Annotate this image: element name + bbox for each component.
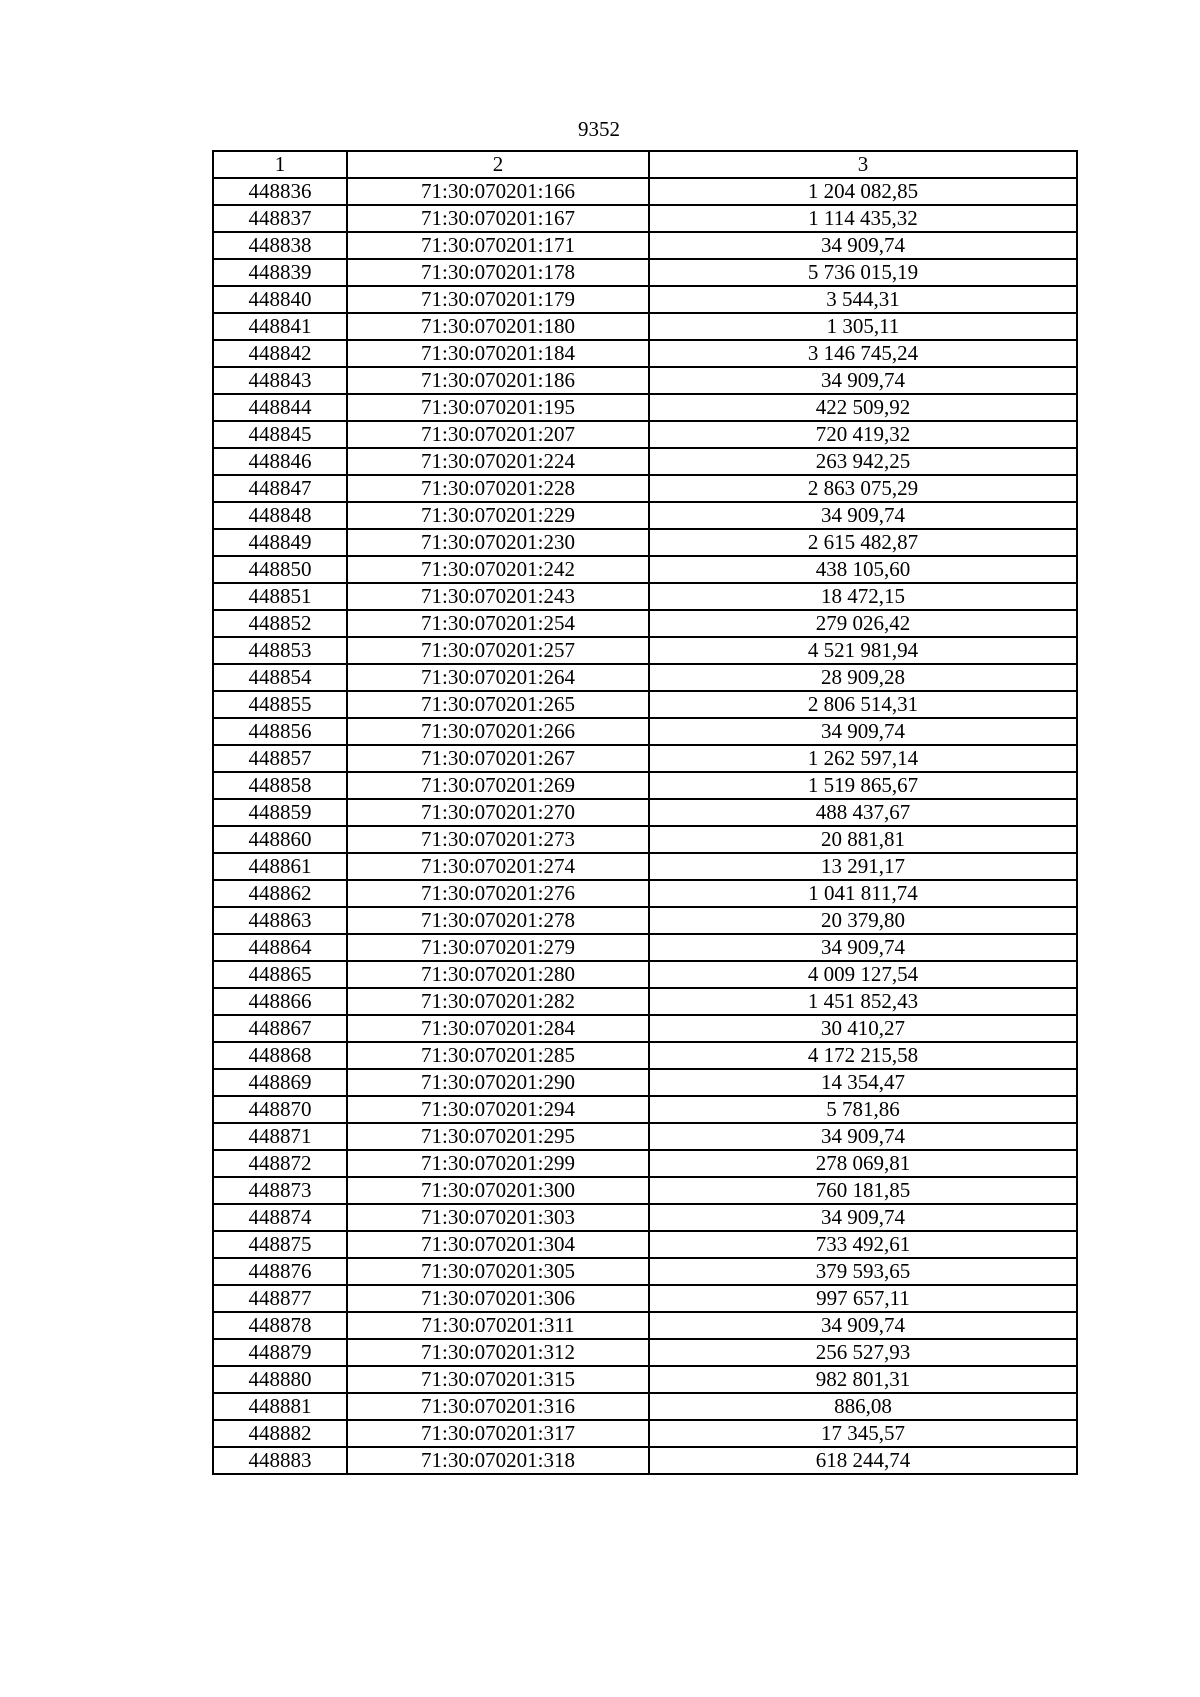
table-row xyxy=(213,1393,1077,1420)
cell-cadastral-id: 71:30:070201:166 xyxy=(347,178,649,205)
table-row xyxy=(213,1447,1077,1474)
cell-cadastral-id: 71:30:070201:279 xyxy=(347,934,649,961)
table-row xyxy=(213,1042,1077,1069)
cell-number: 448860 xyxy=(213,826,347,853)
table-row xyxy=(213,799,1077,826)
cell-number: 448838 xyxy=(213,232,347,259)
cell-value: 34 909,74 xyxy=(649,367,1077,394)
cell-number: 448877 xyxy=(213,1285,347,1312)
cell-cadastral-id: 71:30:070201:284 xyxy=(347,1015,649,1042)
cell-cadastral-id: 71:30:070201:230 xyxy=(347,529,649,556)
cell-cadastral-id: 71:30:070201:318 xyxy=(347,1447,649,1474)
cell-number: 448845 xyxy=(213,421,347,448)
cell-cadastral-id: 71:30:070201:228 xyxy=(347,475,649,502)
cell-number: 448858 xyxy=(213,772,347,799)
table-row xyxy=(213,1312,1077,1339)
cell-number: 448869 xyxy=(213,1069,347,1096)
cell-value: 34 909,74 xyxy=(649,232,1077,259)
cell-number: 448856 xyxy=(213,718,347,745)
cell-value: 263 942,25 xyxy=(649,448,1077,475)
table-row xyxy=(213,961,1077,988)
cell-number: 448875 xyxy=(213,1231,347,1258)
cell-value: 34 909,74 xyxy=(649,502,1077,529)
cell-value: 30 410,27 xyxy=(649,1015,1077,1042)
cell-value: 14 354,47 xyxy=(649,1069,1077,1096)
cell-number: 448849 xyxy=(213,529,347,556)
cell-number: 448840 xyxy=(213,286,347,313)
cell-value: 278 069,81 xyxy=(649,1150,1077,1177)
table-row xyxy=(213,826,1077,853)
cell-value: 20 379,80 xyxy=(649,907,1077,934)
table-row xyxy=(213,988,1077,1015)
cell-cadastral-id: 71:30:070201:303 xyxy=(347,1204,649,1231)
cell-cadastral-id: 71:30:070201:285 xyxy=(347,1042,649,1069)
cell-value: 618 244,74 xyxy=(649,1447,1077,1474)
table-row xyxy=(213,610,1077,637)
header-col-2: 2 xyxy=(347,151,649,178)
table-row xyxy=(213,1204,1077,1231)
cell-value: 17 345,57 xyxy=(649,1420,1077,1447)
cell-cadastral-id: 71:30:070201:178 xyxy=(347,259,649,286)
table-row xyxy=(213,1285,1077,1312)
table-row xyxy=(213,502,1077,529)
cell-value: 28 909,28 xyxy=(649,664,1077,691)
table-row xyxy=(213,1123,1077,1150)
cell-value: 34 909,74 xyxy=(649,934,1077,961)
cell-cadastral-id: 71:30:070201:312 xyxy=(347,1339,649,1366)
cell-value: 1 204 082,85 xyxy=(649,178,1077,205)
table-row xyxy=(213,556,1077,583)
table-row xyxy=(213,907,1077,934)
cell-cadastral-id: 71:30:070201:295 xyxy=(347,1123,649,1150)
table-row xyxy=(213,475,1077,502)
header-row xyxy=(213,151,1077,178)
cell-number: 448852 xyxy=(213,610,347,637)
cell-cadastral-id: 71:30:070201:294 xyxy=(347,1096,649,1123)
table-row xyxy=(213,583,1077,610)
cell-number: 448853 xyxy=(213,637,347,664)
cell-value: 982 801,31 xyxy=(649,1366,1077,1393)
cell-cadastral-id: 71:30:070201:207 xyxy=(347,421,649,448)
table-row xyxy=(213,1258,1077,1285)
table-row xyxy=(213,1420,1077,1447)
cell-number: 448865 xyxy=(213,961,347,988)
table-row xyxy=(213,394,1077,421)
table-row xyxy=(213,718,1077,745)
cell-value: 886,08 xyxy=(649,1393,1077,1420)
cell-number: 448842 xyxy=(213,340,347,367)
cell-cadastral-id: 71:30:070201:280 xyxy=(347,961,649,988)
cell-number: 448859 xyxy=(213,799,347,826)
cell-cadastral-id: 71:30:070201:274 xyxy=(347,853,649,880)
cell-cadastral-id: 71:30:070201:315 xyxy=(347,1366,649,1393)
table-row xyxy=(213,1096,1077,1123)
cell-value: 1 041 811,74 xyxy=(649,880,1077,907)
cell-cadastral-id: 71:30:070201:300 xyxy=(347,1177,649,1204)
cell-cadastral-id: 71:30:070201:316 xyxy=(347,1393,649,1420)
cell-value: 760 181,85 xyxy=(649,1177,1077,1204)
cell-number: 448844 xyxy=(213,394,347,421)
table-row xyxy=(213,1015,1077,1042)
cell-cadastral-id: 71:30:070201:290 xyxy=(347,1069,649,1096)
cell-number: 448850 xyxy=(213,556,347,583)
cell-value: 20 881,81 xyxy=(649,826,1077,853)
cell-cadastral-id: 71:30:070201:195 xyxy=(347,394,649,421)
cell-number: 448857 xyxy=(213,745,347,772)
table-row xyxy=(213,1177,1077,1204)
cell-value: 279 026,42 xyxy=(649,610,1077,637)
table-row xyxy=(213,1366,1077,1393)
cell-number: 448878 xyxy=(213,1312,347,1339)
cell-number: 448841 xyxy=(213,313,347,340)
cell-number: 448855 xyxy=(213,691,347,718)
cell-number: 448862 xyxy=(213,880,347,907)
cell-value: 422 509,92 xyxy=(649,394,1077,421)
table-row xyxy=(213,259,1077,286)
table-row xyxy=(213,529,1077,556)
cell-cadastral-id: 71:30:070201:266 xyxy=(347,718,649,745)
page-number-text: 9352 xyxy=(578,117,620,141)
cell-cadastral-id: 71:30:070201:254 xyxy=(347,610,649,637)
cell-cadastral-id: 71:30:070201:242 xyxy=(347,556,649,583)
cell-value: 4 172 215,58 xyxy=(649,1042,1077,1069)
header-col-3: 3 xyxy=(649,151,1077,178)
cell-value: 720 419,32 xyxy=(649,421,1077,448)
cell-value: 13 291,17 xyxy=(649,853,1077,880)
cell-cadastral-id: 71:30:070201:276 xyxy=(347,880,649,907)
cell-number: 448839 xyxy=(213,259,347,286)
cell-cadastral-id: 71:30:070201:180 xyxy=(347,313,649,340)
cell-number: 448882 xyxy=(213,1420,347,1447)
cell-cadastral-id: 71:30:070201:167 xyxy=(347,205,649,232)
cell-value: 488 437,67 xyxy=(649,799,1077,826)
cell-value: 34 909,74 xyxy=(649,1204,1077,1231)
cell-cadastral-id: 71:30:070201:184 xyxy=(347,340,649,367)
table-row xyxy=(213,205,1077,232)
cell-value: 5 781,86 xyxy=(649,1096,1077,1123)
cell-number: 448861 xyxy=(213,853,347,880)
table-row xyxy=(213,286,1077,313)
cell-value: 1 305,11 xyxy=(649,313,1077,340)
cell-cadastral-id: 71:30:070201:270 xyxy=(347,799,649,826)
cell-value: 2 806 514,31 xyxy=(649,691,1077,718)
table-row xyxy=(213,1339,1077,1366)
cell-number: 448863 xyxy=(213,907,347,934)
cell-cadastral-id: 71:30:070201:278 xyxy=(347,907,649,934)
cell-value: 34 909,74 xyxy=(649,1123,1077,1150)
cell-value: 438 105,60 xyxy=(649,556,1077,583)
table-row xyxy=(213,934,1077,961)
table-row xyxy=(213,691,1077,718)
cell-number: 448872 xyxy=(213,1150,347,1177)
table-row xyxy=(213,745,1077,772)
cell-cadastral-id: 71:30:070201:317 xyxy=(347,1420,649,1447)
cell-cadastral-id: 71:30:070201:265 xyxy=(347,691,649,718)
cell-cadastral-id: 71:30:070201:311 xyxy=(347,1312,649,1339)
cell-value: 4 521 981,94 xyxy=(649,637,1077,664)
cell-cadastral-id: 71:30:070201:299 xyxy=(347,1150,649,1177)
cell-number: 448864 xyxy=(213,934,347,961)
cell-cadastral-id: 71:30:070201:171 xyxy=(347,232,649,259)
table-row xyxy=(213,448,1077,475)
cell-value: 34 909,74 xyxy=(649,718,1077,745)
cell-value: 4 009 127,54 xyxy=(649,961,1077,988)
cell-cadastral-id: 71:30:070201:229 xyxy=(347,502,649,529)
cell-number: 448846 xyxy=(213,448,347,475)
table-row xyxy=(213,340,1077,367)
cell-number: 448854 xyxy=(213,664,347,691)
table-row xyxy=(213,178,1077,205)
cell-cadastral-id: 71:30:070201:264 xyxy=(347,664,649,691)
cell-value: 18 472,15 xyxy=(649,583,1077,610)
cell-value: 5 736 015,19 xyxy=(649,259,1077,286)
cell-value: 34 909,74 xyxy=(649,1312,1077,1339)
cell-number: 448871 xyxy=(213,1123,347,1150)
table-row xyxy=(213,664,1077,691)
cell-number: 448851 xyxy=(213,583,347,610)
cell-value: 1 114 435,32 xyxy=(649,205,1077,232)
table-row xyxy=(213,880,1077,907)
data-table xyxy=(212,150,1078,1475)
table-row xyxy=(213,1150,1077,1177)
page-number xyxy=(0,116,1200,142)
cell-number: 448868 xyxy=(213,1042,347,1069)
table-row xyxy=(213,421,1077,448)
cell-value: 3 544,31 xyxy=(649,286,1077,313)
cell-number: 448866 xyxy=(213,988,347,1015)
cell-number: 448848 xyxy=(213,502,347,529)
cell-value: 2 615 482,87 xyxy=(649,529,1077,556)
cell-number: 448837 xyxy=(213,205,347,232)
cell-number: 448843 xyxy=(213,367,347,394)
cell-number: 448879 xyxy=(213,1339,347,1366)
cell-cadastral-id: 71:30:070201:282 xyxy=(347,988,649,1015)
cell-number: 448836 xyxy=(213,178,347,205)
table-row xyxy=(213,1231,1077,1258)
cell-value: 379 593,65 xyxy=(649,1258,1077,1285)
cell-value: 1 519 865,67 xyxy=(649,772,1077,799)
table-row xyxy=(213,853,1077,880)
cell-value: 2 863 075,29 xyxy=(649,475,1077,502)
table-header xyxy=(213,151,1077,178)
cell-number: 448874 xyxy=(213,1204,347,1231)
cell-value: 997 657,11 xyxy=(649,1285,1077,1312)
cell-value: 3 146 745,24 xyxy=(649,340,1077,367)
table-row xyxy=(213,772,1077,799)
cell-number: 448867 xyxy=(213,1015,347,1042)
cell-cadastral-id: 71:30:070201:179 xyxy=(347,286,649,313)
cell-number: 448870 xyxy=(213,1096,347,1123)
header-col-1: 1 xyxy=(213,151,347,178)
cell-value: 1 262 597,14 xyxy=(649,745,1077,772)
cell-number: 448881 xyxy=(213,1393,347,1420)
cell-number: 448847 xyxy=(213,475,347,502)
cell-cadastral-id: 71:30:070201:243 xyxy=(347,583,649,610)
cell-cadastral-id: 71:30:070201:224 xyxy=(347,448,649,475)
cell-value: 733 492,61 xyxy=(649,1231,1077,1258)
cell-number: 448880 xyxy=(213,1366,347,1393)
cell-cadastral-id: 71:30:070201:306 xyxy=(347,1285,649,1312)
cell-cadastral-id: 71:30:070201:269 xyxy=(347,772,649,799)
table-row xyxy=(213,637,1077,664)
cell-cadastral-id: 71:30:070201:273 xyxy=(347,826,649,853)
table-row xyxy=(213,232,1077,259)
table-row xyxy=(213,313,1077,340)
cell-number: 448876 xyxy=(213,1258,347,1285)
table-body xyxy=(213,178,1077,1474)
cell-cadastral-id: 71:30:070201:186 xyxy=(347,367,649,394)
cell-number: 448883 xyxy=(213,1447,347,1474)
table-row xyxy=(213,1069,1077,1096)
cell-value: 256 527,93 xyxy=(649,1339,1077,1366)
cell-number: 448873 xyxy=(213,1177,347,1204)
cell-cadastral-id: 71:30:070201:257 xyxy=(347,637,649,664)
cell-value: 1 451 852,43 xyxy=(649,988,1077,1015)
cell-cadastral-id: 71:30:070201:305 xyxy=(347,1258,649,1285)
table-row xyxy=(213,367,1077,394)
cell-cadastral-id: 71:30:070201:267 xyxy=(347,745,649,772)
cell-cadastral-id: 71:30:070201:304 xyxy=(347,1231,649,1258)
